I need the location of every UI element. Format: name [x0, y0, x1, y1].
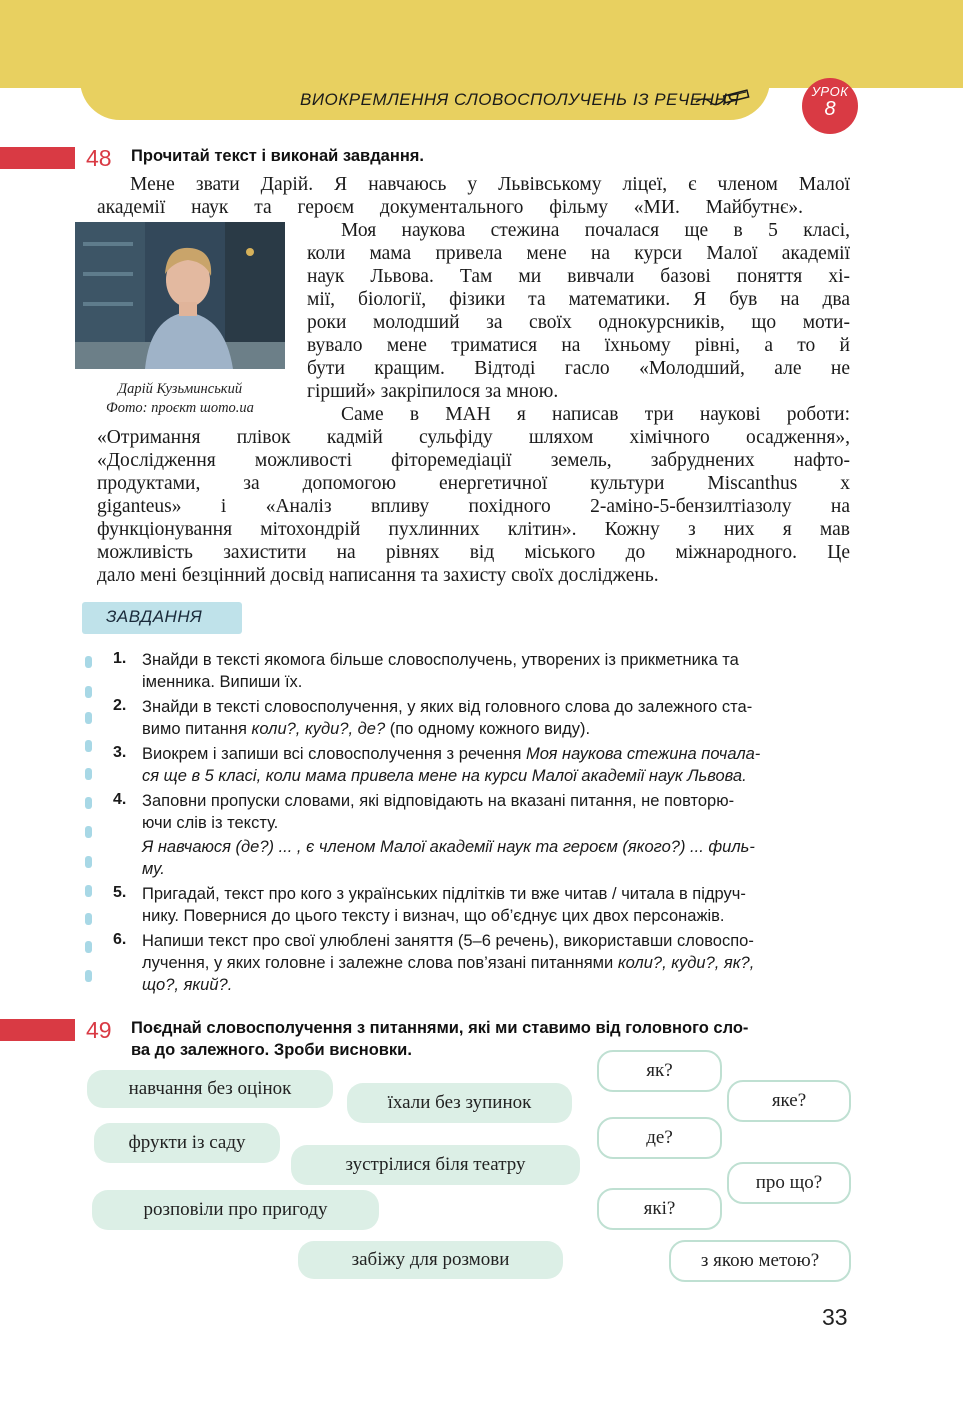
task-text: нику. Повернися до цього тексту і визнач, що об’єднує цих двох персонажів.: [142, 907, 725, 925]
task-text: Пригадай, текст про кого з українських підлітків ти вже читав / читала в підруч-: [142, 885, 746, 903]
task-text: вимо питання коли?, куди?, де? (по одному кожного виду).: [142, 720, 591, 738]
question-chip[interactable]: де?: [597, 1117, 722, 1159]
bullet-dot: [85, 941, 92, 953]
question-chip[interactable]: з якою метою?: [669, 1240, 851, 1282]
text-line: гірший» закріпилося за мною.: [307, 381, 559, 402]
task-number: 1.: [113, 650, 127, 667]
task-text: іменника. Випиши їх.: [142, 673, 303, 691]
text-line: «Отримання плівок кадмій сульфіду шляхом хімічного осадження»,: [97, 427, 850, 448]
task-text: Виокрем і запиши всі словосполучення з речення Моя наукова стежина почала-: [142, 745, 761, 763]
exercise-number: 49: [86, 1017, 112, 1043]
text-line: можливість захистити на рівнях від міського до міжнародного. Це: [97, 542, 850, 563]
task-number: 2.: [113, 697, 127, 714]
phrase-chip[interactable]: навчання без оцінок: [87, 1070, 333, 1108]
exercise-instruction: ва до залежного. Зроби висновки.: [131, 1041, 412, 1059]
text-line: наук Львова. Там ми вивчали базові поняття хі-: [307, 266, 850, 287]
tasks-label: [82, 602, 242, 634]
page-number: 33: [822, 1304, 848, 1330]
text-line: Мене звати Дарій. Я навчаюсь у Львівському ліцеї, є членом Малої: [130, 174, 850, 195]
text-line: коли мама привела мене на курси Малої академії: [307, 243, 850, 264]
exercise-instruction: Прочитай текст і виконай завдання.: [131, 147, 424, 165]
text-line: роки молодший за своїх однокурсників, що моти-: [307, 312, 850, 333]
caption-name: Дарій Кузьминський: [117, 381, 243, 397]
phrase-chip[interactable]: зустрілися біля театру: [291, 1145, 580, 1185]
bullet-dot: [85, 856, 92, 868]
question-chip[interactable]: яке?: [727, 1080, 851, 1122]
text-line: Саме в МАН я написав три наукові роботи:: [341, 404, 850, 425]
task-text: Знайди в тексті словосполучення, у яких від головного слова до залежного ста-: [142, 698, 753, 716]
phrase-chip[interactable]: їхали без зупинок: [347, 1083, 572, 1123]
bullet-dot: [85, 686, 92, 698]
question-chip[interactable]: як?: [597, 1050, 722, 1092]
task-number: 4.: [113, 791, 127, 808]
tasks-label-text: ЗАВДАННЯ: [106, 607, 203, 626]
question-chip[interactable]: про що?: [727, 1162, 851, 1204]
phrase-chip[interactable]: фрукти із саду: [94, 1123, 280, 1163]
bullet-dot: [85, 768, 92, 780]
task-text: ючи слів із тексту.: [142, 814, 279, 832]
text-line: дало мені безцінний досвід написання та захисту своїх досліджень.: [97, 565, 659, 586]
lesson-number: 8: [824, 98, 836, 120]
task-number: 6.: [113, 931, 127, 948]
pen-icon: [694, 88, 754, 108]
exercise-marker: [0, 147, 75, 169]
task-number: 3.: [113, 744, 127, 761]
exercise-instruction: Поєднай словосполучення з питаннями, які ми ставимо від головного сло-: [131, 1019, 749, 1037]
bullet-dot: [85, 885, 92, 897]
phrase-chip[interactable]: розповіли про пригоду: [92, 1190, 379, 1230]
task-text: Заповни пропуски словами, які відповідають на вказані питання, не повторю-: [142, 792, 735, 810]
bullet-dot: [85, 656, 92, 668]
bullet-dot: [85, 740, 92, 752]
caption-source: Фото: проєкт шото.ua: [106, 400, 254, 416]
text-line: мії, біології, фізики та математики. Я був на два: [307, 289, 850, 310]
text-line: вувало мене триматися на їхньому рівні, а то й: [307, 335, 850, 356]
bullet-dot: [85, 712, 92, 724]
text-line: giganteus» і «Аналіз впливу похідного 2-аміно-5-бензилтіазолу на: [97, 496, 850, 517]
task-number: 5.: [113, 884, 127, 901]
bullet-dot: [85, 913, 92, 925]
task-text: му.: [142, 860, 165, 878]
text-line: бути кращим. Відтоді гасло «Молодший, але не: [307, 358, 850, 379]
portrait-photo: [75, 222, 285, 369]
task-text: Напиши текст про свої улюблені заняття (5–6 речень), використавши словоспо-: [142, 932, 754, 950]
task-text: Знайди в тексті якомога більше словосполучень, утворених із прикметника та: [142, 651, 739, 669]
text-line: академії наук та героєм документального фільму «МИ. Майбутнє».: [97, 197, 803, 218]
task-text: ся ще в 5 класі, коли мама привела мене на курси Малої академії наук Львова.: [142, 767, 747, 785]
text-line: функціонування мітохондрій пухлинних клітин». Кожну з них я мав: [97, 519, 850, 540]
phrase-chip[interactable]: забіжу для розмови: [298, 1241, 563, 1279]
lesson-word: УРОК: [811, 84, 849, 99]
bullet-dot: [85, 970, 92, 982]
bullet-dot: [85, 797, 92, 809]
task-text: Я навчаюся (де?) ... , є членом Малої академії наук та героєм (якого?) ... филь-: [142, 838, 755, 856]
lesson-title: ВИОКРЕМЛЕННЯ СЛОВОСПОЛУЧЕНЬ ІЗ РЕЧЕННЯ: [300, 90, 740, 109]
lesson-badge: [802, 78, 858, 134]
task-text: що?, який?.: [142, 976, 233, 994]
photo-caption: [75, 380, 285, 418]
exercise-number: 48: [86, 145, 112, 171]
question-chip[interactable]: які?: [597, 1188, 722, 1230]
text-line: продуктами, за допомогою енергетичної культури Miscanthus x: [97, 473, 850, 494]
text-line: «Дослідження можливості фіторемедіації земель, забруднених нафто-: [97, 450, 850, 471]
bullet-dot: [85, 826, 92, 838]
task-text: лучення, у яких головне і залежне слова пов’язані питаннями коли?, куди?, як?,: [142, 954, 755, 972]
exercise-marker: [0, 1019, 75, 1041]
text-line: Моя наукова стежина почалася ще в 5 класі,: [341, 220, 850, 241]
